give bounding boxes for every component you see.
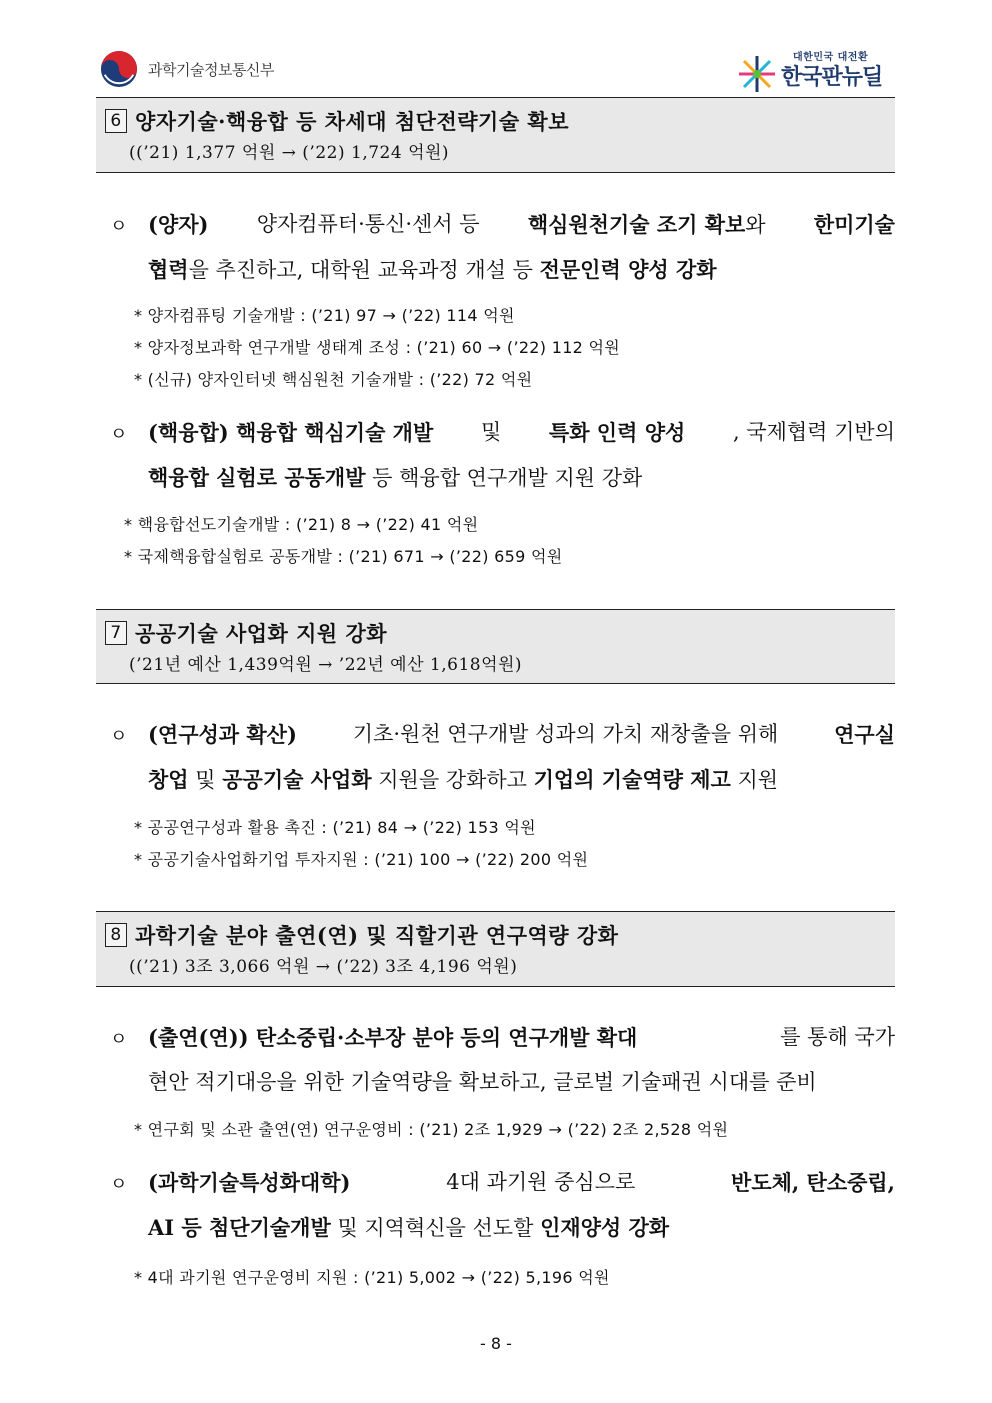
section-budget: ((’21) 3조 3,066 억원 → (’22) 3조 4,196 억원) [129,957,518,977]
bullet-research-outcomes: ㅇ (연구성과 확산) 기초·원천 연구개발 성과의 가치 재창출을 위해 연구실 창업 및 공공기술 사업화 지원을 강화하고 기업의 기술역량 제고 지원 [110,713,900,802]
note: * (신규) 양자인터넷 핵심원천 기술개발 : (’22) 72 억원 [134,370,533,389]
section-6-header [96,97,895,173]
note: * 공공기술사업화기업 투자지원 : (’21) 100 → (’22) 200 억원 [134,850,589,869]
bullet-quantum: ㅇ (양자) 양자컴퓨터·통신·센서 등 핵심원천기술 조기 확보와 한미기술 협력을 추진하고, 대학원 교육과정 개설 등 전문인력 양성 강화 [110,203,900,292]
circle-bullet-icon: ㅇ [110,424,128,445]
circle-bullet-icon: ㅇ [110,726,128,747]
page-header [0,0,992,100]
note: * 양자컴퓨팅 기술개발 : (’21) 97 → (’22) 114 억원 [134,306,515,325]
note: * 공공연구성과 활용 촉진 : (’21) 84 → (’22) 153 억원 [134,818,536,837]
page-number: - 8 - [480,1334,512,1353]
section-title: 7 공공기술 사업화 지원 강화 [105,618,895,648]
section-title: 8 과학기술 분야 출연(연) 및 직할기관 연구역량 강화 [105,920,895,950]
ministry-logo-group [100,50,274,88]
circle-bullet-icon: ㅇ [110,216,128,237]
circle-bullet-icon: ㅇ [110,1174,128,1195]
section-8-header [96,911,895,987]
section-title: 6 양자기술·핵융합 등 차세대 첨단전략기술 확보 [105,106,895,136]
note: * 연구회 및 소관 출연(연) 연구운영비 : (’21) 2조 1,929 → (’22) 2조 2,528 억원 [134,1120,729,1139]
note: * 핵융합선도기술개발 : (’21) 8 → (’22) 41 억원 [124,515,479,534]
bullet-research-institutes: ㅇ (출연(연)) 탄소중립·소부장 분야 등의 연구개발 확대 를 통해 국가 현안 적기대응을 위한 기술역량을 확보하고, 글로벌 기술패권 시대를 준비 [110,1016,900,1104]
section-number: 6 [105,109,127,133]
new-deal-mark-icon [735,52,779,96]
circle-bullet-icon: ㅇ [110,1029,128,1050]
note: * 양자정보과학 연구개발 생태계 조성 : (’21) 60 → (’22) 112 억원 [134,338,621,357]
bullet-science-universities: ㅇ (과학기술특성화대학) 4대 과기원 중심으로 반도체, 탄소중립, AI 등 첨단기술개발 및 지역혁신을 선도할 인재양성 강화 [110,1161,900,1250]
brand-name: 한국판뉴딜 [781,65,883,90]
brand-subtitle: 대한민국 대전환 [793,52,869,63]
section-budget: (’21년 예산 1,439억원 → ’22년 예산 1,618억원) [129,655,523,675]
section-7-header [96,609,895,684]
section-number: 7 [105,621,127,645]
section-budget: ((’21) 1,377 억원 → (’22) 1,724 억원) [129,143,450,163]
ministry-name: 과학기술정보통신부 [148,60,274,79]
note: * 국제핵융합실험로 공동개발 : (’21) 671 → (’22) 659 억원 [124,547,563,566]
korean-new-deal-logo [735,46,900,96]
bullet-fusion: ㅇ (핵융합) 핵융합 핵심기술 개발 및 특화 인력 양성 , 국제협력 기반의 핵융합 실험로 공동개발 등 핵융합 연구개발 지원 강화 [110,411,900,500]
section-number: 8 [105,923,127,947]
taegeuk-logo-icon [100,50,138,88]
note: * 4대 과기원 연구운영비 지원 : (’21) 5,002 → (’22) 5,196 억원 [134,1268,610,1287]
